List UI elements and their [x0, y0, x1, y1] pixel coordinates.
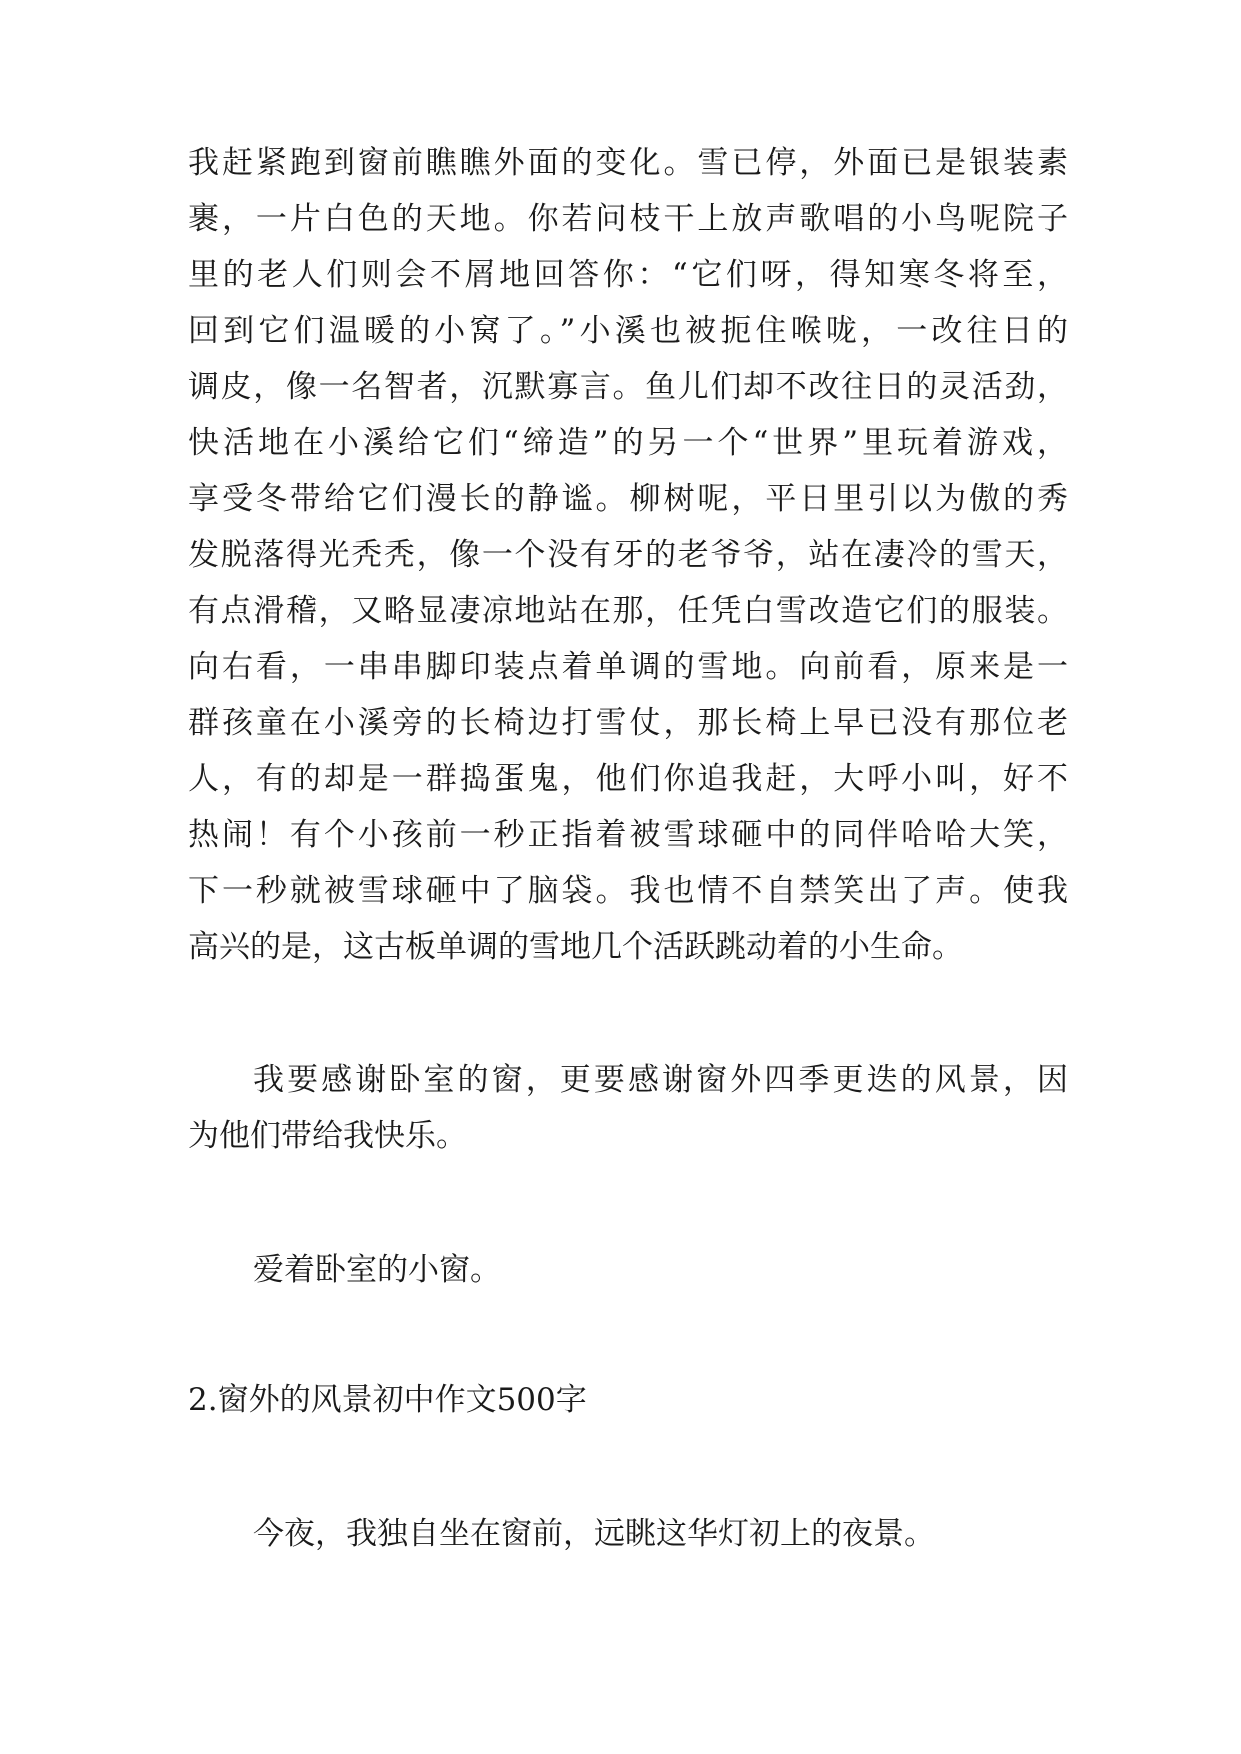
paragraph-line: 调皮，像一名智者，沉默寡言。鱼儿们却不改往日的灵活劲，	[188, 369, 1068, 405]
paragraph-line: 里的老人们则会不屑地回答你：“它们呀，得知寒冬将至，	[188, 257, 1068, 293]
paragraph-line: 快活地在小溪给它们“缔造”的另一个“世界”里玩着游戏，	[188, 425, 1068, 461]
paragraph-line: 回到它们温暖的小窝了。”小溪也被扼住喉咙，一改往日的	[188, 313, 1068, 349]
section-heading: 2.窗外的风景初中作文500字	[188, 1382, 587, 1418]
paragraph-line: 向右看，一串串脚印装点着单调的雪地。向前看，原来是一	[188, 649, 1068, 685]
paragraph-line: 我要感谢卧室的窗，更要感谢窗外四季更迭的风景，因	[253, 1062, 1068, 1098]
paragraph-line: 今夜，我独自坐在窗前，远眺这华灯初上的夜景。	[253, 1516, 935, 1552]
paragraph-line: 下一秒就被雪球砸中了脑袋。我也情不自禁笑出了声。使我	[188, 873, 1068, 909]
paragraph-line: 热闹！有个小孩前一秒正指着被雪球砸中的同伴哈哈大笑，	[188, 817, 1068, 853]
paragraph-line: 我赶紧跑到窗前瞧瞧外面的变化。雪已停，外面已是银装素	[188, 145, 1068, 181]
paragraph-line: 群孩童在小溪旁的长椅边打雪仗，那长椅上早已没有那位老	[188, 705, 1068, 741]
paragraph-line: 裹，一片白色的天地。你若问枝干上放声歌唱的小鸟呢院子	[188, 201, 1068, 237]
paragraph-line: 发脱落得光秃秃，像一个没有牙的老爷爷，站在凄冷的雪天，	[188, 537, 1068, 573]
paragraph-line: 高兴的是，这古板单调的雪地几个活跃跳动着的小生命。	[188, 929, 963, 965]
paragraph-line: 享受冬带给它们漫长的静谧。柳树呢，平日里引以为傲的秀	[188, 481, 1068, 517]
paragraph-line: 爱着卧室的小窗。	[253, 1252, 501, 1288]
paragraph-line: 人，有的却是一群捣蛋鬼，他们你追我赶，大呼小叫，好不	[188, 761, 1068, 797]
paragraph-line: 为他们带给我快乐。	[188, 1118, 467, 1154]
paragraph-line: 有点滑稽，又略显凄凉地站在那，任凭白雪改造它们的服装。	[188, 593, 1068, 629]
